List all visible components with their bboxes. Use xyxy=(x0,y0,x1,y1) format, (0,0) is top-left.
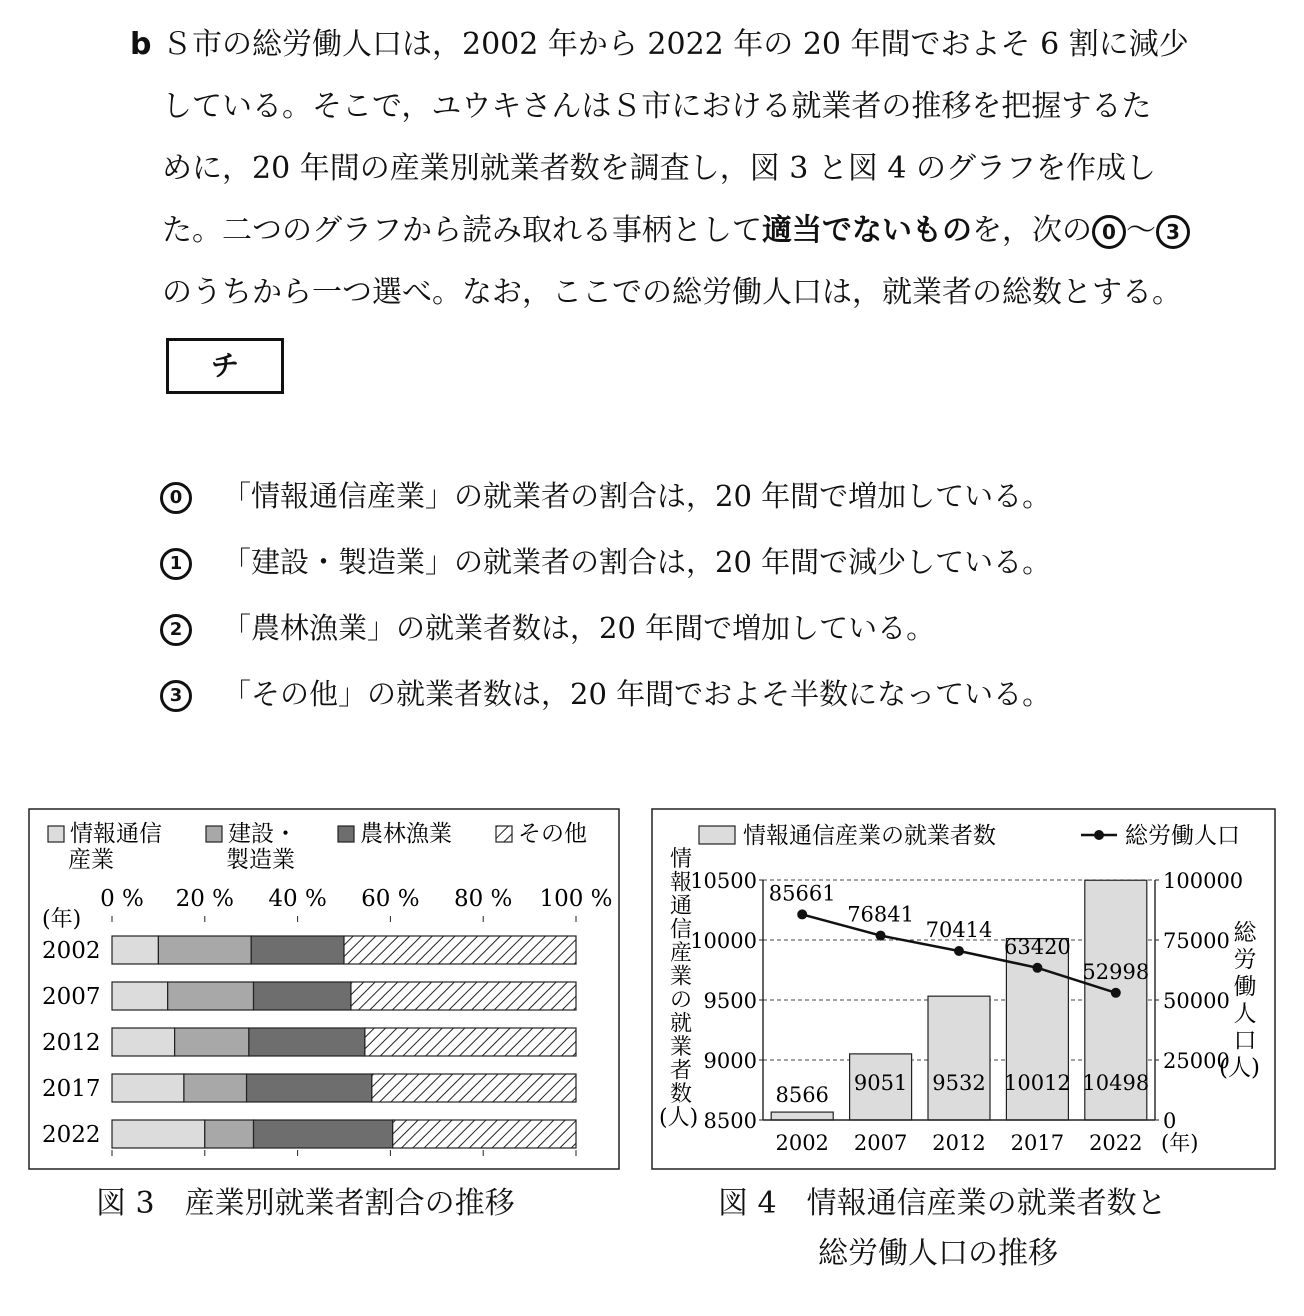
legend-bar-label: 情報通信産業の就業者数 xyxy=(743,823,996,849)
x-tick-label: 80 % xyxy=(453,886,513,912)
bar-segment xyxy=(112,1074,184,1102)
left-axis-label-char: 業 xyxy=(669,1035,693,1060)
legend-label: 製造業 xyxy=(226,847,295,873)
legend-label: 情報通信 xyxy=(70,821,162,847)
x-tick-label: 40 % xyxy=(268,886,327,912)
left-axis-label-char: 者 xyxy=(669,1058,693,1084)
line-marker xyxy=(1111,988,1121,998)
bar-segment xyxy=(365,1028,576,1056)
y-tick-label: 2022 xyxy=(42,1122,101,1148)
right-tick-label: 75000 xyxy=(1163,929,1230,953)
option-2[interactable] xyxy=(160,606,935,647)
line-value-label: 52998 xyxy=(1082,959,1150,984)
bar-value-label: 9051 xyxy=(853,1071,908,1095)
line-marker xyxy=(1032,963,1042,973)
legend-label: 産業 xyxy=(68,847,114,873)
legend-bar-swatch xyxy=(699,826,735,844)
left-axis-label-char: 報 xyxy=(669,870,693,896)
circled-number-3-icon: 3 xyxy=(1156,215,1190,249)
question-emphasis: 適当でないもの xyxy=(762,213,972,248)
line-marker xyxy=(954,946,964,956)
y-tick-label: 2002 xyxy=(42,938,101,964)
left-axis-label-char: 業 xyxy=(669,964,693,990)
legend-label: その他 xyxy=(518,821,587,847)
bar-segment xyxy=(344,936,576,964)
bar-value-label: 10012 xyxy=(1003,1071,1071,1095)
right-tick-label: 50000 xyxy=(1163,989,1230,1013)
x-tick-label: 2007 xyxy=(853,1131,908,1155)
bar xyxy=(771,1112,833,1120)
left-tick-label: 8500 xyxy=(703,1109,757,1133)
right-axis-label-char: 働 xyxy=(1233,974,1257,1000)
legend-line-label: 総労働人口 xyxy=(1125,823,1240,849)
left-tick-label: 10000 xyxy=(690,929,757,953)
question-line-5: のうちから一つ選べ。なお，ここでの総労働人口は，就業者の総数とする。 xyxy=(162,275,1182,310)
line-value-label: 70414 xyxy=(925,918,993,943)
figure-4-legend xyxy=(699,823,1240,849)
bar-segment xyxy=(112,1028,175,1056)
left-tick-label: 9000 xyxy=(703,1049,757,1073)
question-line-3: めに，20 年間の産業別就業者数を調査し，図 3 と図 4 のグラフを作成し xyxy=(162,151,1157,186)
bar-segment xyxy=(112,982,168,1010)
x-tick-label: 20 % xyxy=(175,886,235,912)
bar-segment xyxy=(205,1120,254,1148)
x-tick-label: 60 % xyxy=(361,886,420,912)
option-text: 「建設・製造業」の就業者の割合は，20 年間で減少している。 xyxy=(222,545,1052,579)
x-unit-label: (年) xyxy=(1161,1131,1199,1155)
bar-segment xyxy=(112,1120,205,1148)
option-text: 「情報通信産業」の就業者の割合は，20 年間で増加している。 xyxy=(222,479,1052,513)
left-axis-label-char: の xyxy=(669,988,693,1013)
figure-4-chart xyxy=(651,808,1276,1170)
bar-value-label: 10498 xyxy=(1082,1071,1150,1095)
figure-3-chart xyxy=(28,808,620,1170)
option-3[interactable] xyxy=(160,672,1051,713)
x-tick-label: 2002 xyxy=(775,1131,829,1155)
option-number-icon: 2 xyxy=(160,614,192,646)
question-line-4-mid: を，次の xyxy=(972,213,1092,248)
y-tick-label: 2012 xyxy=(42,1030,101,1056)
bar xyxy=(928,996,990,1120)
x-tick-label: 2017 xyxy=(1010,1131,1065,1155)
bar-segment xyxy=(393,1120,576,1148)
right-axis-label-char: 総 xyxy=(1233,920,1257,946)
line-value-label: 85661 xyxy=(768,881,836,906)
option-text: 「その他」の就業者数は，20 年間でおよそ半数になっている。 xyxy=(222,677,1052,711)
bar-segment xyxy=(372,1074,576,1102)
x-tick-label: 2012 xyxy=(932,1131,986,1155)
x-tick-label: 2022 xyxy=(1089,1131,1143,1155)
legend-label: 農林漁業 xyxy=(360,821,452,847)
x-tick-label: 100 % xyxy=(539,886,613,912)
figure-4-caption-line-2: 総労働人口の推移 xyxy=(818,1236,1058,1271)
legend-swatch xyxy=(48,826,64,842)
option-text: 「農林漁業」の就業者数は，20 年間で増加している。 xyxy=(222,611,936,645)
bar-segment xyxy=(249,1028,365,1056)
question-line-1: Ｓ市の総労働人口は，2002 年から 2022 年の 20 年間でおよそ 6 割に減少 xyxy=(162,27,1189,62)
bar-value-label: 8566 xyxy=(775,1083,829,1108)
question-line-4 xyxy=(162,200,1190,262)
bar-segment xyxy=(351,982,576,1010)
question-line-2: している。そこで，ユウキさんはＳ市における就業者の推移を把握するた xyxy=(162,89,1152,124)
right-axis-label-char: 人 xyxy=(1233,1001,1257,1027)
option-number-icon: 1 xyxy=(160,548,192,580)
option-1[interactable] xyxy=(160,540,1051,581)
bar-segment xyxy=(251,936,344,964)
legend-swatch xyxy=(496,826,512,842)
bar-segment xyxy=(247,1074,372,1102)
right-tick-label: 100000 xyxy=(1163,869,1244,893)
bar-segment xyxy=(254,1120,393,1148)
left-tick-label: 9500 xyxy=(703,989,757,1013)
legend-line-marker xyxy=(1094,830,1104,840)
answer-box[interactable]: チ xyxy=(166,338,284,394)
bar-segment xyxy=(254,982,351,1010)
right-axis-label-char: 労 xyxy=(1233,947,1257,973)
x-tick-label: 0 % xyxy=(100,886,144,912)
right-tick-label: 25000 xyxy=(1163,1049,1230,1073)
option-number-icon: 0 xyxy=(160,482,192,514)
question-line-4-pre: た。二つのグラフから読み取れる事柄として xyxy=(162,213,762,248)
legend-label: 建設・ xyxy=(228,821,297,847)
left-axis-label-char: 信 xyxy=(669,917,693,943)
option-0[interactable] xyxy=(160,474,1051,515)
bar-value-label: 9532 xyxy=(932,1071,986,1095)
bar-segment xyxy=(175,1028,249,1056)
question-label: b xyxy=(130,27,152,62)
right-tick-label: 0 xyxy=(1163,1109,1177,1133)
left-tick-label: 10500 xyxy=(690,869,757,893)
line-value-label: 76841 xyxy=(847,902,915,927)
y-unit-label: (年) xyxy=(42,907,82,932)
legend-swatch xyxy=(206,826,222,842)
right-axis-label-char: 口 xyxy=(1233,1028,1257,1054)
bar-segment xyxy=(168,982,254,1010)
circled-number-0-icon: 0 xyxy=(1092,215,1126,249)
left-axis-label-char: 産 xyxy=(669,941,693,966)
line-marker xyxy=(876,931,886,941)
left-axis-label-char: (人) xyxy=(659,1105,699,1131)
legend-swatch xyxy=(338,826,354,842)
bar-segment xyxy=(112,936,158,964)
bar-segment xyxy=(184,1074,247,1102)
left-axis-label-char: 就 xyxy=(669,1011,693,1037)
bar-segment xyxy=(158,936,251,964)
left-axis-label-char: 情 xyxy=(669,847,693,872)
left-axis-label-char: 通 xyxy=(669,894,693,919)
left-axis-label-char: 数 xyxy=(669,1082,693,1107)
y-tick-label: 2017 xyxy=(42,1076,101,1102)
option-number-icon: 3 xyxy=(160,680,192,712)
line-marker xyxy=(797,909,807,919)
line-value-label: 63420 xyxy=(1003,934,1071,959)
y-tick-label: 2007 xyxy=(42,984,101,1010)
question-tilde: 〜 xyxy=(1126,213,1156,248)
figure-4-caption-line-1: 図 4 情報通信産業の就業者数と xyxy=(718,1186,1167,1221)
right-axis-label-char: (人) xyxy=(1219,1055,1260,1081)
figure-3-caption: 図 3 産業別就業者割合の推移 xyxy=(96,1186,515,1221)
